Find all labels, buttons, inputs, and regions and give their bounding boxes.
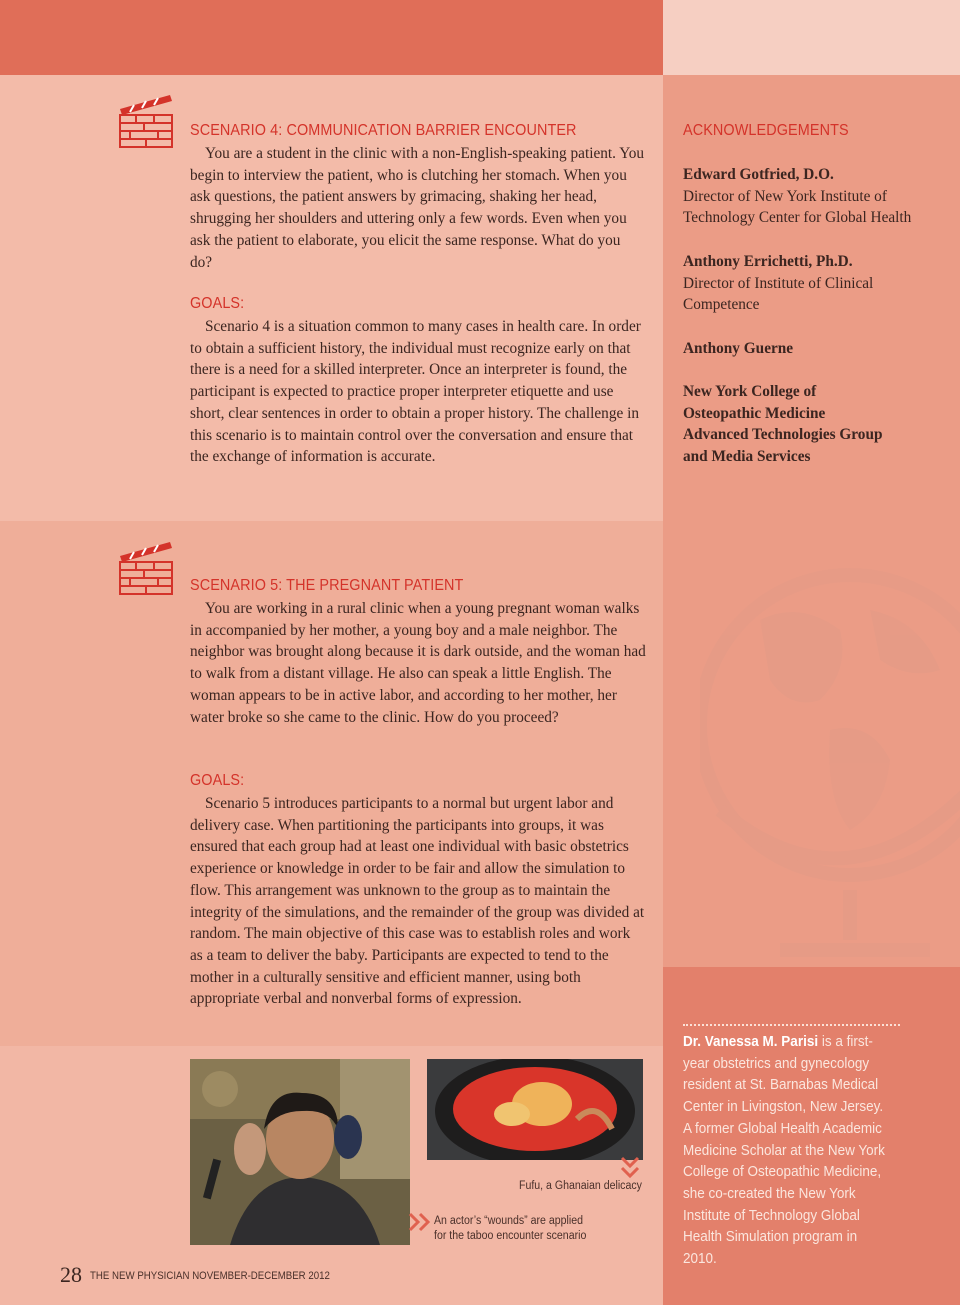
actor-caption-line1: An actor’s “wounds” are applied — [434, 1215, 583, 1227]
publication-footer: THE NEW PHYSICIAN NOVEMBER-DECEMBER 2012 — [90, 1270, 330, 1282]
ack-name: Anthony Errichetti, Ph.D. — [683, 252, 853, 270]
ack-name: Edward Gotfried, D.O. — [683, 166, 834, 183]
acknowledgements-title: ACKNOWLEDGEMENTS — [683, 122, 849, 139]
scenario5-goals-text: Scenario 5 introduces participants to a normal but urgent labor and delivery case. When partitioning the participants into groups, it was ensured that each group had at least one individual with basic obstetrics experience or knowledge in order to be fair and allow the simulation to flow. This arrangement was unknown to the group as to maintain the integrity of the simulations, and the remainder of the group was divided at random. The main objective of this case was to establish roles and work as a team to deliver the baby. Participants are expected to tend to the mother in a culturally sensitive and efficient manner, using both appropriate verbal and nonverbal forms of expression. — [190, 795, 645, 1008]
ack-entry — [683, 338, 913, 360]
chevron-icon — [408, 1212, 432, 1232]
ack-entry — [683, 381, 913, 468]
actor-caption — [434, 1214, 586, 1243]
ack-role: Director of Institute of Clinical Competence — [683, 274, 874, 314]
scenario4-goals — [190, 316, 646, 468]
acknowledgements-list — [683, 164, 913, 489]
scenario5-goals — [190, 793, 646, 1010]
scenario5-goals-title: GOALS: — [190, 772, 245, 789]
ack-name: New York College of Osteopathic Medicine Advanced Technologies Group and Media Services — [683, 382, 883, 466]
scenario4-goals-title: GOALS: — [190, 295, 245, 312]
author-name: Dr. Vanessa M. Parisi — [683, 1033, 819, 1050]
scenario5-title: SCENARIO 5: THE PREGNANT PATIENT — [190, 577, 464, 594]
ack-entry — [683, 164, 913, 229]
scenario4-body-text: You are a student in the clinic with a non-English-speaking patient. You begin to interview the patient, who is clutching her stomach. When you ask questions, the patient answers by grimacing, shaking her head, shrugging her shoulders and uttering only a few words. Even when you ask the patient to elaborate, you elicit the same response. What do you do? — [190, 145, 645, 271]
ack-entry — [683, 251, 913, 316]
scenario5-body — [190, 598, 646, 728]
author-bio — [683, 1031, 886, 1270]
scenario4-body — [190, 143, 646, 273]
scenario4-title: SCENARIO 4: COMMUNICATION BARRIER ENCOUNTER — [190, 122, 577, 139]
fufu-caption: Fufu, a Ghanaian delicacy — [519, 1180, 642, 1192]
page-number: 28 — [60, 1262, 82, 1287]
actor-wounds-photo — [190, 1059, 410, 1245]
clapperboard-icon — [118, 93, 174, 149]
top-banner — [0, 0, 663, 75]
scenario4-goals-text: Scenario 4 is a situation common to many cases in health care. In order to obtain a sufficient history, the individual must recognize early on that there is a need for a skilled interpreter. Once an interpreter is found, the participant is expected to practice proper interpreter etiquette and use short, clear sentences in order to obtain a proper history. The challenge in this scenario is to maintain control over the conversation and ensure that the exchange of information is accurate. — [190, 318, 641, 466]
ack-name: Anthony Guerne — [683, 339, 794, 357]
fufu-photo — [427, 1059, 643, 1160]
top-right-banner — [663, 0, 960, 75]
scenario5-body-text: You are working in a rural clinic when a young pregnant woman walks in accompanied by her mother, a young boy and a male neighbor. The neighbor was brought along because it is dark outside, and the woman had to walk from a distant village. He also can speak a little English. The woman appears to be in active labor, and according to her mother, her water broke so she came to the clinic. How do you proceed? — [190, 600, 646, 726]
clapperboard-icon — [118, 540, 174, 596]
actor-caption-line2: for the taboo encounter scenario — [434, 1229, 587, 1242]
bio-divider — [683, 1024, 900, 1026]
ack-role: Director of New York Institute of Technology Center for Global Health — [683, 187, 912, 227]
author-bio-text: is a first-year obstetrics and gynecology resident at St. Barnabas Medical Center in Livingston, New Jersey. A former Global Health Academic Medicine Scholar at the New York College of Osteopathic Medicine, she co-created the New York Institute of Technology Global Health Simulation program in 2010. — [683, 1033, 885, 1268]
globe-icon — [700, 560, 960, 980]
